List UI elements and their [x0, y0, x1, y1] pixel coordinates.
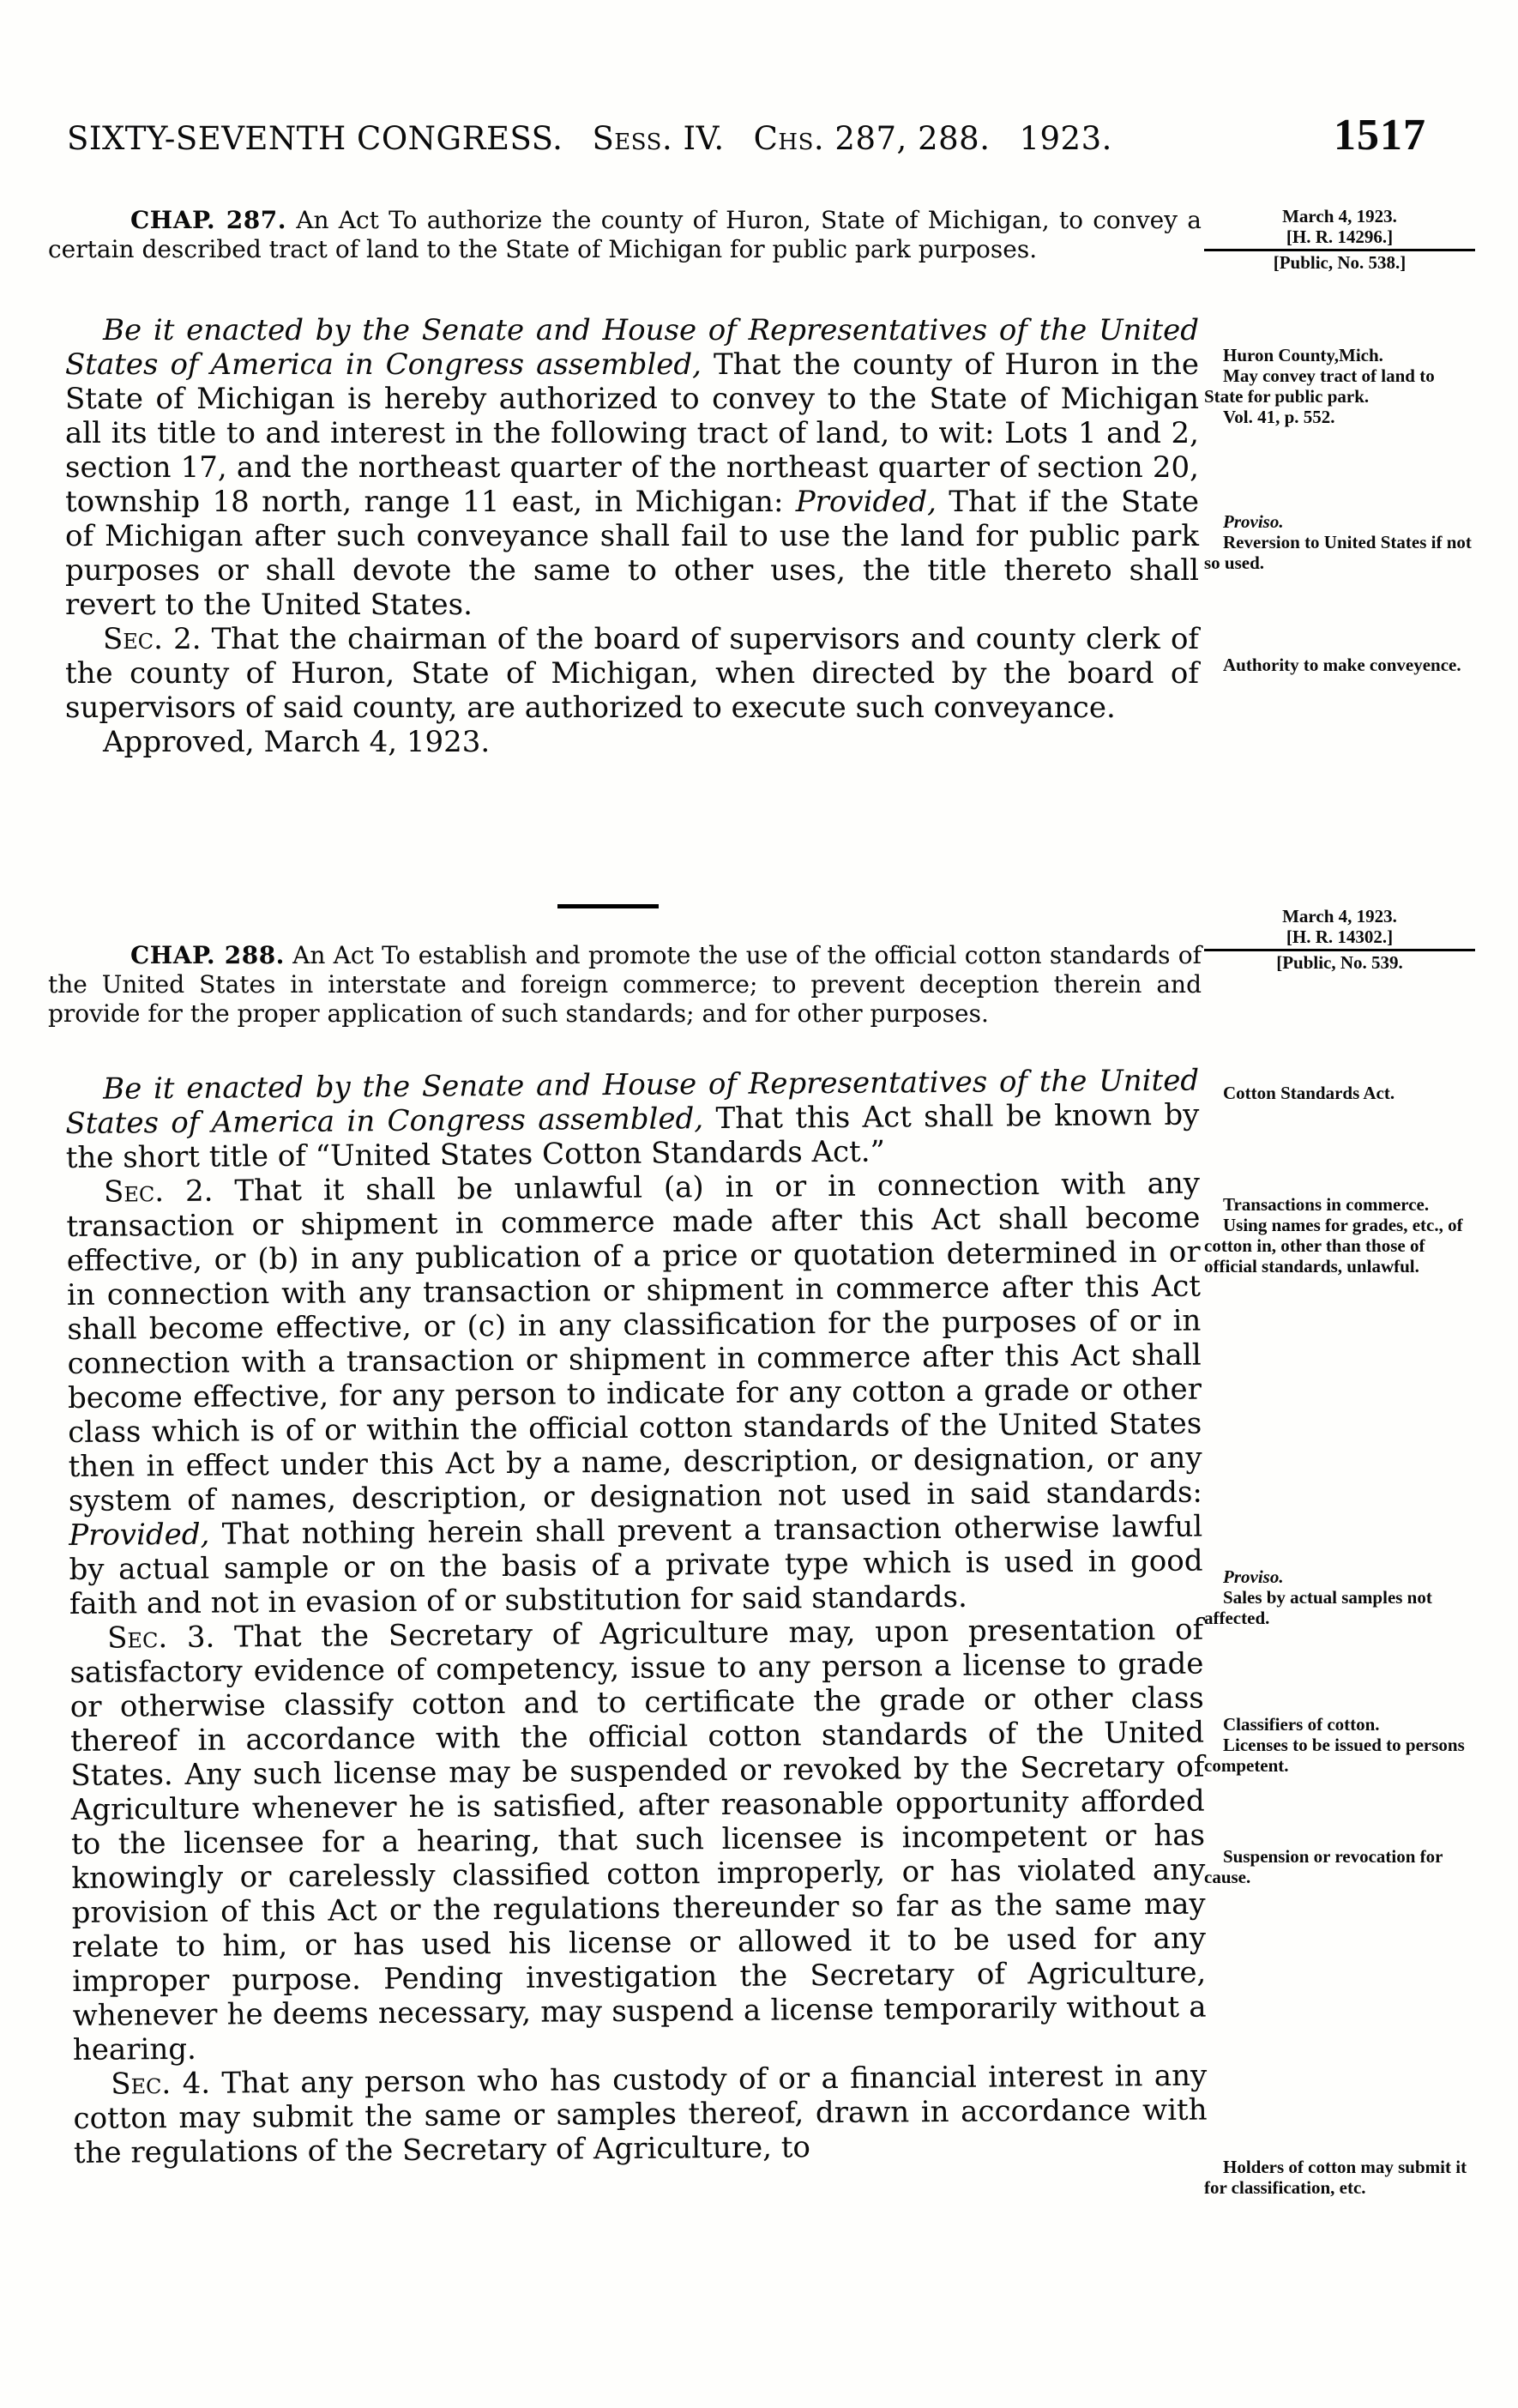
margin-288-classifiers-2: Licenses to be issued to persons competent.	[1204, 1735, 1465, 1776]
chap287-body	[65, 313, 1199, 759]
chap287-approved-line	[65, 725, 1199, 759]
margin-288-holders-text: Holders of cotton may submit it for classification, etc.	[1204, 2157, 1467, 2198]
margin-note-288-holders	[1204, 2157, 1475, 2198]
chap288-title: An Act To establish and promote the use of the official cotton standards of the United States in interstate and foreign commerce; to prevent deception therein and provide for the proper application of such standards; and for other purposes.	[48, 941, 1202, 1028]
margin-287-huron-1: Huron County,Mich.	[1223, 345, 1383, 365]
margin-287-bill: [H. R. 14296.]	[1286, 226, 1394, 247]
margin-288-classifiers-1: Classifiers of cotton.	[1223, 1714, 1380, 1735]
margin-note-287-huron	[1204, 345, 1475, 427]
margin-287-proviso-text: Reversion to United States if not so used.	[1204, 532, 1472, 573]
margin-288-bill: [H. R. 14302.]	[1286, 926, 1394, 947]
margin-note-288-suspension	[1204, 1846, 1475, 1887]
chap288-section1	[65, 1064, 1200, 1175]
chap287-sec2-text: That the chairman of the board of supervisors and county clerk of the county of Huron, State of Michigan, when directed by the board of supervisors of said county, are authorized to execute such conveyance.	[65, 622, 1199, 725]
chap287-heading	[48, 206, 1202, 264]
chap287-section1	[65, 313, 1199, 622]
margin-note-288-act-name	[1204, 1083, 1475, 1103]
margin-288-using-names-text: Using names for grades, etc., of cotton in, other than those of official standards, unlawful.	[1204, 1215, 1463, 1276]
margin-note-288-transactions	[1204, 1194, 1475, 1276]
chap288-sec4-text: That any person who has custody of or a financial interest in any cotton may submit the same or samples thereof, drawn in accordance with the regulations of the Secretary of Agriculture, to	[73, 2058, 1208, 2170]
chapters-label: Chs. 287, 288.	[753, 120, 991, 157]
margin-note-288-citation	[1204, 906, 1475, 973]
congress-title: SIXTY-SEVENTH CONGRESS.	[67, 120, 563, 157]
margin-288-public-no: [Public, No. 539.	[1276, 952, 1403, 973]
chap288-label: CHAP. 288.	[130, 941, 285, 969]
chap287-section2	[65, 622, 1199, 725]
margin-note-288-classifiers	[1204, 1714, 1475, 1776]
margin-288-transactions-text: Transactions in commerce.	[1223, 1194, 1430, 1215]
chap288-sec2-text2: That nothing herein shall prevent a transaction otherwise lawful by actual sample or on the basis of a private type which is used in good faith and not in evasion of or substitution for said standards.	[69, 1509, 1203, 1621]
running-head	[67, 110, 1426, 160]
chap288-section2	[66, 1167, 1203, 1621]
chap288-body	[65, 1064, 1208, 2170]
chap288-sec4-label: Sec. 4.	[111, 2066, 211, 2102]
chap288-section3	[69, 1613, 1207, 2067]
chap287-section1-text: That the county of Huron in the State of Michigan is hereby authorized to convey to the State of Michigan all its title to and interest in the following tract of land, to wit: Lots 1 and 2, section 17, and the northeast quarter of the northeast quarter of section 20, township 18 north, range 11 east, in Michigan:	[65, 347, 1200, 519]
chap287-label: CHAP. 287.	[130, 206, 286, 234]
chap288-enacting-clause: Be it enacted by the Senate and House of Representatives of the United States of America in Congress assembled,	[65, 1063, 1200, 1141]
margin-287-authority-text: Authority to make conveyence.	[1223, 655, 1461, 675]
act-divider-rule	[557, 904, 659, 908]
margin-note-287-citation	[1204, 206, 1475, 273]
chap287-title: An Act To authorize the county of Huron, State of Michigan, to convey a certain described tract of land to the State of Michigan for public park purposes.	[48, 206, 1202, 263]
session-label: Sess. IV.	[592, 120, 725, 157]
chap288-heading	[48, 941, 1202, 1029]
year-label: 1923.	[1019, 120, 1112, 157]
margin-287-proviso-label: Proviso.	[1223, 511, 1284, 532]
chap288-short-title: That this Act shall be known by the short title of “United States Cotton Standards Act.”	[65, 1097, 1200, 1175]
margin-288-date: March 4, 1923.	[1282, 906, 1397, 926]
margin-288-proviso-text: Sales by actual samples not affected.	[1204, 1587, 1432, 1628]
margin-note-288-proviso	[1204, 1566, 1475, 1628]
margin-287-date: March 4, 1923.	[1282, 206, 1397, 226]
chap287-enacting-clause: Be it enacted by the Senate and House of Representatives of the United States of America in Congress assembled,	[65, 313, 1199, 382]
chap287-proviso-word: Provided,	[795, 485, 937, 519]
chap288-sec2-label: Sec. 2.	[103, 1174, 214, 1210]
margin-287-rule	[1204, 249, 1475, 251]
chap288-sec2-text1: That it shall be unlawful (a) in or in connection with any transaction or shipment in commerce made after this Act shall become effective, or (b) in any publication of a price or quotation determined in or in connection with any transaction or shipment in commerce after this Act shall become effective, or (c) in any classification for the purposes of or in connection with a transaction or shipment in commerce after this Act shall become effective, for any person to indicate for any cotton a grade or other class which is of or within the official cotton standards of the United States then in effect under this Act by a name, description, or designation, or any system of names, description, or designation not used in said standards:	[66, 1166, 1203, 1518]
margin-287-huron-2: May convey tract of land to State for public park.	[1204, 365, 1435, 407]
chap288-sec3-label: Sec. 3.	[107, 1620, 215, 1656]
margin-287-huron-3: Vol. 41, p. 552.	[1223, 407, 1335, 427]
chap287-sec2-label: Sec. 2.	[103, 622, 202, 656]
chap287-approved: Approved, March 4, 1923.	[103, 725, 491, 759]
margin-287-public-no: [Public, No. 538.]	[1273, 252, 1407, 273]
page-number: 1517	[1334, 111, 1426, 160]
chap287-section1-text2: That if the State of Michigan after such conveyance shall fail to use the land for public park purposes or shall devote the same to other uses, the title thereto shall revert to the United States.	[65, 485, 1200, 622]
chap288-proviso-word: Provided,	[69, 1517, 210, 1553]
margin-note-287-authority	[1204, 655, 1475, 675]
chap288-sec3-text: That the Secretary of Agriculture may, upon presentation of satisfactory evidence of competency, issue to any person a license to grade or otherwise classify cotton and to certificate the grade or other class thereof in accordance with the official cotton standards of the United States. Any such license may be suspended or revoked by the Secretary of Agriculture whenever he is satisfied, after reasonable opportunity afforded to the licensee for a hearing, that such licensee is incompetent or has knowingly or carelessly classified cotton improperly, or has violated any provision of this Act or the regulations thereunder so far as the same may relate to him, or has used his license or allowed it to be used for any improper purpose. Pending investigation the Secretary of Agriculture, whenever he deems necessary, may suspend a license temporarily without a hearing.	[69, 1612, 1207, 2067]
margin-note-287-proviso	[1204, 511, 1475, 573]
margin-288-proviso-label: Proviso.	[1223, 1566, 1284, 1587]
margin-288-suspension-text: Suspension or revocation for cause.	[1204, 1846, 1443, 1887]
margin-288-rule	[1204, 949, 1475, 951]
margin-288-act-name-text: Cotton Standards Act.	[1223, 1083, 1395, 1103]
chap288-section4	[73, 2059, 1208, 2170]
